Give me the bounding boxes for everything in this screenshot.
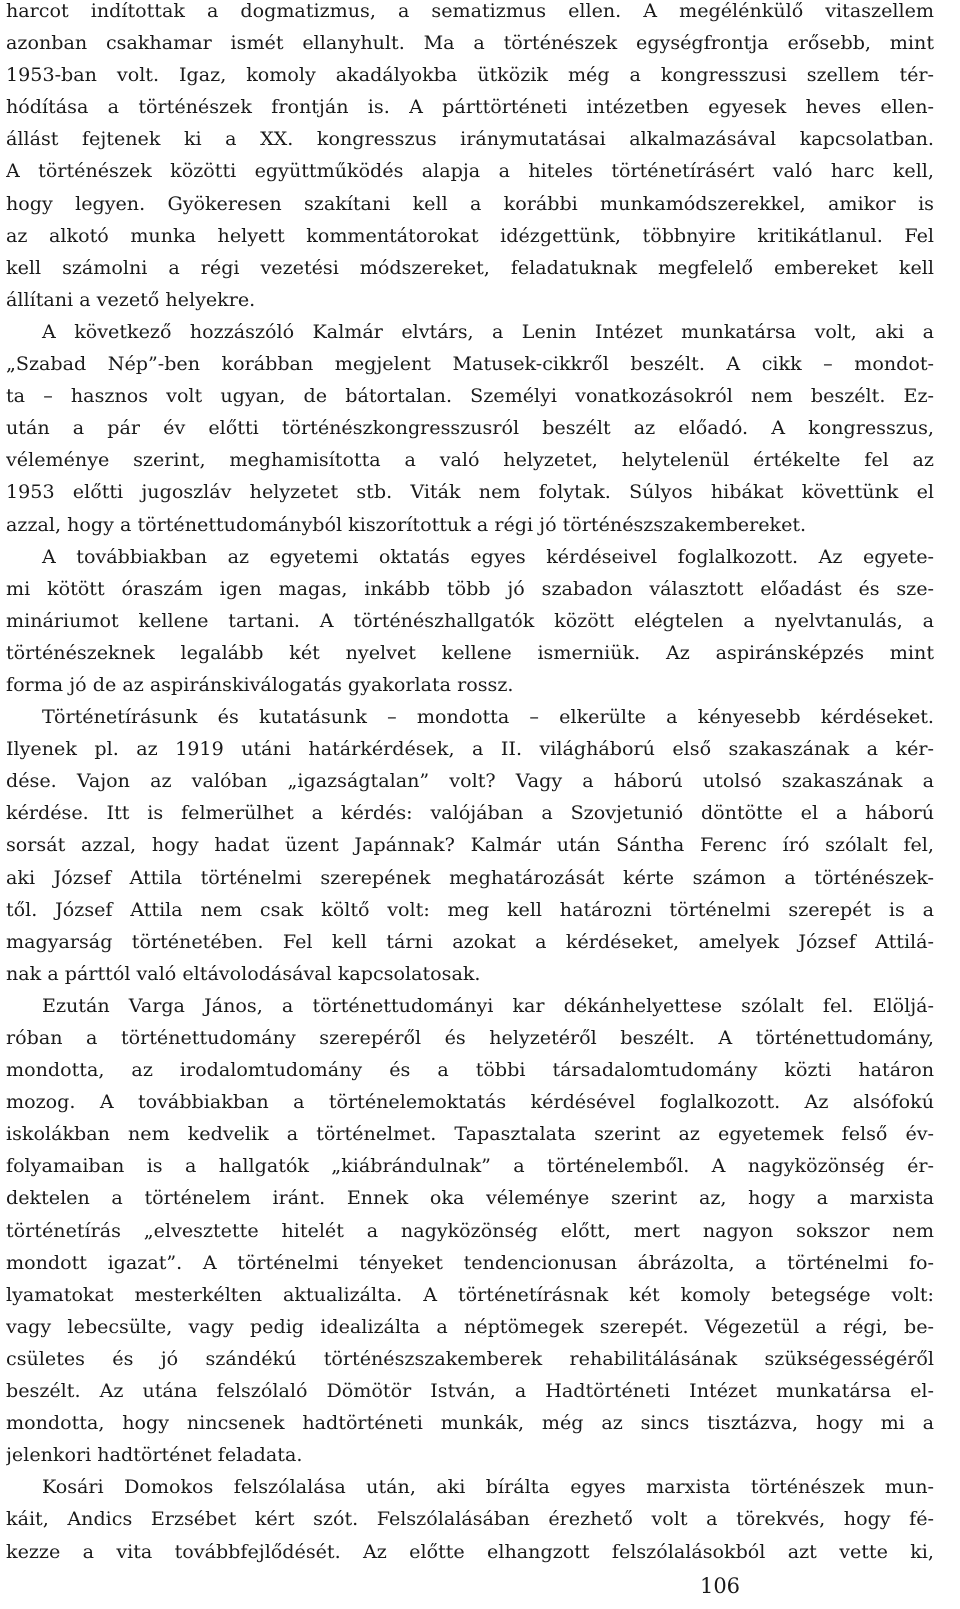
text-line: harcot indítottak a dogmatizmus, a sematizmus ellen. A megélénkülő vitaszellem bbox=[6, 0, 934, 22]
text-line: történészeknek legalább két nyelvet kellene ismerniük. Az aspiránsképzés mint bbox=[6, 640, 934, 664]
text-line: történetírás „elvesztette hitelét a nagyközönség előtt, mert nagyon sokszor nem bbox=[6, 1218, 934, 1242]
text-line: csületes és jó szándékú történészszakemberek rehabilitálásának szükségességéről bbox=[6, 1346, 934, 1370]
text-line: hódítása a történészek frontján is. A párttörténeti intézetben egyesek heves ellen- bbox=[6, 95, 934, 119]
text-line: állítani a vezető helyekre. bbox=[6, 287, 256, 311]
document-page bbox=[6, 0, 934, 1568]
text-line: Kosári Domokos felszólalása után, aki bírálta egyes marxista történészek mun- bbox=[42, 1475, 934, 1499]
text-line: véleménye szerint, meghamisította a való helyzetet, helytelenül értékelte fel az bbox=[6, 448, 934, 472]
text-line: róban a történettudomány szerepéről és helyzetéről beszélt. A történettudomány, bbox=[6, 1026, 934, 1049]
text-line: jelenkori hadtörténet feladata. bbox=[6, 1443, 303, 1467]
text-line: ta – hasznos volt ugyan, de bátortalan. Személyi vonatkozásokról nem beszélt. Ez- bbox=[6, 384, 934, 408]
text-line: folyamaiban is a hallgatók „kiábrándulnak” a történelemből. A nagyközönség ér- bbox=[6, 1154, 934, 1178]
text-line: Ilyenek pl. az 1919 utáni határkérdések, a II. világháború első szakaszának a kér- bbox=[6, 737, 934, 761]
text-line: mi kötött óraszám igen magas, inkább több jó szabadon választott előadást és sze- bbox=[6, 576, 934, 600]
text-line: sorsát azzal, hogy hadat üzent Japánnak? Kalmár után Sántha Ferenc író szólalt fel, bbox=[6, 833, 934, 857]
text-line: vagy lebecsülte, vagy pedig idealizálta a néptömegek szerepét. Végezetül a régi, be- bbox=[6, 1314, 934, 1338]
text-line: kell számolni a régi vezetési módszereket, feladatuknak megfelelő embereket kell bbox=[6, 255, 934, 279]
text-line: 1953-ban volt. Igaz, komoly akadályokba ütközik még a kongresszusi szellem tér- bbox=[6, 63, 934, 87]
text-line: Ezután Varga János, a történettudományi kar dékánhelyettese szólalt fel. Elöljá- bbox=[42, 993, 934, 1017]
text-line: „Szabad Nép”-ben korábban megjelent Matusek-cikkről beszélt. A cikk – mondot- bbox=[6, 352, 934, 376]
text-line: után a pár év előtti történészkongresszusról beszélt az előadó. A kongresszus, bbox=[6, 416, 934, 440]
text-line: lyamatokat mesterkélten aktualizálta. A történetírásnak két komoly betegsége volt: bbox=[6, 1282, 934, 1306]
text-line: A továbbiakban az egyetemi oktatás egyes kérdéseivel foglalkozott. Az egyete- bbox=[42, 544, 934, 568]
text-line: beszélt. Az utána felszólaló Dömötör István, a Hadtörténeti Intézet munkatársa el- bbox=[6, 1379, 934, 1403]
text-line: azzal, hogy a történettudományból kiszorítottuk a régi jó történészszakembereket. bbox=[6, 512, 807, 536]
text-line: A történészek közötti együttműködés alapja a hiteles történetírásért való harc kell, bbox=[6, 159, 934, 183]
text-line: hogy legyen. Gyökeresen szakítani kell a korábbi munkamódszerekkel, amikor is bbox=[6, 191, 934, 215]
text-line: mondott igazat”. A történelmi tényeket tendencionusan ábrázolta, a történelmi fo- bbox=[6, 1250, 934, 1274]
text-line: az alkotó munka helyett kommentátorokat idézgettünk, többnyire kritikátlanul. Fel bbox=[6, 223, 934, 247]
text-line: dektelen a történelem iránt. Ennek oka véleménye szerint az, hogy a marxista bbox=[6, 1186, 934, 1210]
text-line: kérdése. Itt is felmerülhet a kérdés: valójában a Szovjetunió döntötte el a háború bbox=[6, 801, 934, 825]
text-line: kezze a vita továbbfejlődését. Az előtte elhangzott felszólalásokból azt vette ki, bbox=[6, 1539, 934, 1563]
text-line: magyarság történetében. Fel kell tárni azokat a kérdéseket, amelyek József Attilá- bbox=[6, 929, 934, 953]
text-line: Történetírásunk és kutatásunk – mondotta – elkerülte a kényesebb kérdéseket. bbox=[42, 705, 934, 729]
text-line: forma jó de az aspiránskiválogatás gyakorlata rossz. bbox=[6, 672, 514, 696]
text-line: aki József Attila történelmi szerepének meghatározását kérte számon a történészek- bbox=[6, 865, 934, 889]
text-line: nak a párttól való eltávolodásával kapcsolatosak. bbox=[6, 961, 481, 985]
text-line: 1953 előtti jugoszláv helyzetet stb. Viták nem folytak. Súlyos hibákat követtünk el bbox=[6, 480, 934, 504]
text-line: től. József Attila nem csak költő volt: meg kell határozni történelmi szerepét is a bbox=[6, 897, 934, 921]
text-line: mináriumot kellene tartani. A történészhallgatók között elégtelen a nyelvtanulás, a bbox=[6, 608, 934, 632]
text-line: mozog. A továbbiakban a történelemoktatás kérdésével foglalkozott. Az alsófokú bbox=[6, 1090, 934, 1114]
text-line: káit, Andics Erzsébet kért szót. Felszólalásában érezhető volt a törekvés, hogy fé- bbox=[6, 1507, 934, 1531]
page-number: 106 bbox=[699, 1574, 741, 1598]
text-line: A következő hozzászóló Kalmár elvtárs, a Lenin Intézet munkatársa volt, aki a bbox=[42, 319, 934, 343]
text-line: iskolákban nem kedvelik a történelmet. Tapasztalata szerint az egyetemek felső év- bbox=[6, 1122, 934, 1146]
text-line: állást fejtenek ki a XX. kongresszus iránymutatásai alkalmazásával kapcsolatban. bbox=[6, 127, 934, 151]
text-line: mondotta, hogy nincsenek hadtörténeti munkák, még az sincs tisztázva, hogy mi a bbox=[6, 1411, 934, 1435]
text-line: mondotta, az irodalomtudomány és a többi társadalomtudomány közti határon bbox=[6, 1058, 934, 1082]
text-line: azonban csakhamar ismét ellanyhult. Ma a történészek egységfrontja erősebb, mint bbox=[6, 31, 934, 55]
text-line: dése. Vajon az valóban „igazságtalan” volt? Vagy a háború utolsó szakaszának a bbox=[6, 769, 934, 793]
